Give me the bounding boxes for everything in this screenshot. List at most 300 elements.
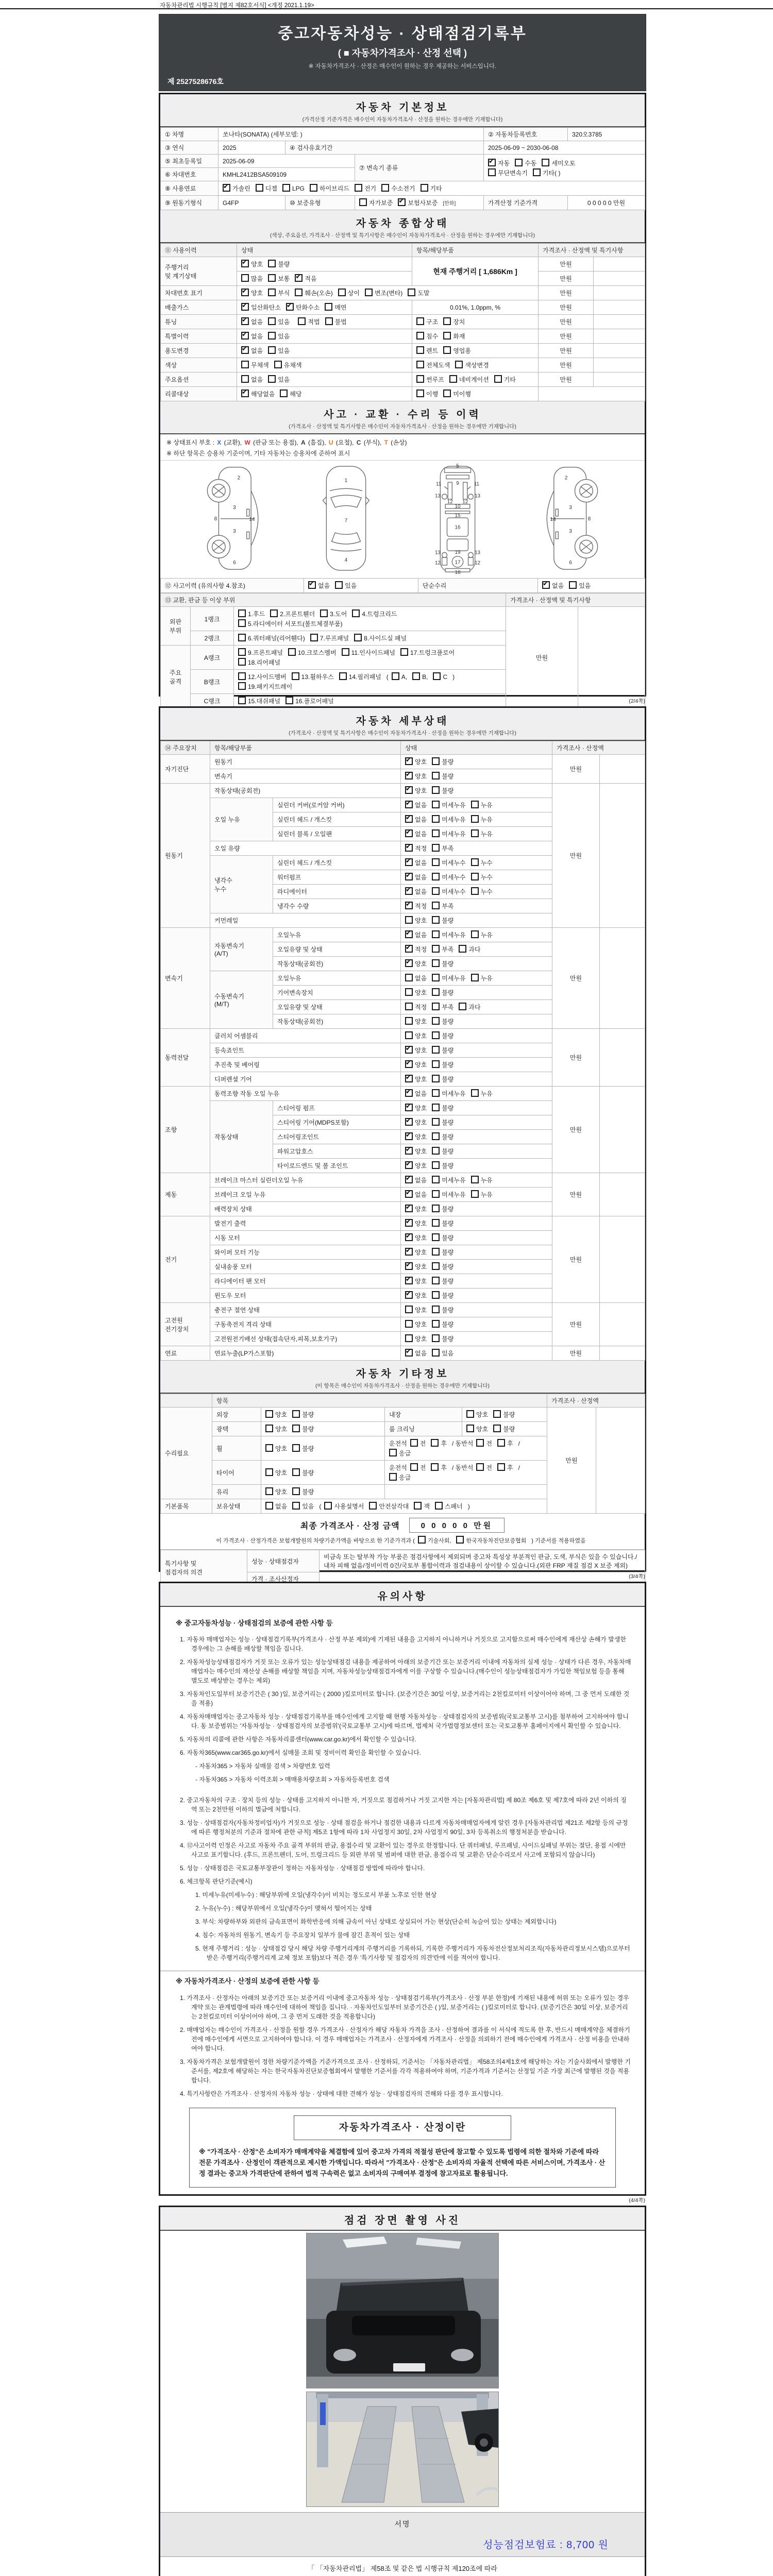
checkbox-option[interactable]: 불량 — [432, 1017, 453, 1026]
checkbox-option[interactable]: 양호 — [405, 1306, 427, 1314]
checkbox-option[interactable]: 전 — [476, 1463, 492, 1472]
checkbox-cell[interactable] — [401, 1317, 552, 1332]
checkbox-icon[interactable] — [432, 786, 440, 794]
checkbox-icon[interactable] — [433, 672, 441, 680]
checkbox-icon[interactable] — [432, 858, 440, 866]
checkbox-icon[interactable] — [339, 672, 347, 680]
checkbox-option[interactable]: 무채색 — [241, 361, 269, 369]
checkbox-option[interactable]: ✔ 없음 — [241, 346, 263, 355]
checkbox-icon[interactable] — [471, 1089, 479, 1097]
checkbox-icon[interactable] — [432, 1104, 440, 1111]
checkbox-option[interactable]: ✔ 없음 — [405, 1190, 427, 1199]
checkbox-option[interactable]: 3.도어 — [320, 609, 347, 618]
checkbox-icon[interactable] — [270, 609, 278, 617]
checkbox-option[interactable]: 10.크로스멤버 — [288, 648, 337, 657]
checkbox-option[interactable]: 전 — [476, 1439, 492, 1448]
checkbox-icon[interactable] — [459, 945, 466, 953]
checkbox-icon[interactable] — [432, 1089, 440, 1097]
checkbox-option[interactable]: 불량 — [432, 1132, 453, 1141]
checkbox-cell[interactable] — [304, 579, 418, 593]
checkbox-option[interactable]: ✔ 양호 — [405, 1262, 427, 1271]
checkbox-option[interactable]: 사용설명서 — [324, 1502, 364, 1511]
checkbox-icon[interactable] — [432, 1306, 440, 1313]
checkbox-icon[interactable] — [471, 858, 479, 866]
checkbox-cell[interactable] — [401, 942, 552, 957]
checkbox-option[interactable]: 전 — [410, 1463, 426, 1472]
checkbox-option[interactable]: 기술사회, — [418, 1536, 451, 1545]
checkbox-icon[interactable] — [493, 1410, 501, 1418]
checkbox-checked-icon[interactable] — [405, 1118, 413, 1126]
checkbox-option[interactable]: 기타( ) — [533, 168, 561, 177]
checkbox-option[interactable]: 있음 — [569, 581, 591, 590]
checkbox-icon[interactable] — [265, 1468, 273, 1476]
checkbox-option[interactable]: 불량 — [432, 1262, 453, 1271]
checkbox-cell[interactable] — [401, 899, 552, 913]
checkbox-icon[interactable] — [432, 945, 440, 953]
checkbox-cell[interactable] — [401, 1202, 552, 1216]
checkbox-cell[interactable] — [401, 913, 552, 928]
checkbox-icon[interactable] — [432, 916, 440, 924]
checkbox-cell[interactable] — [412, 387, 539, 401]
checkbox-cell[interactable] — [401, 1043, 552, 1058]
checkbox-icon[interactable] — [324, 1502, 332, 1510]
checkbox-option[interactable]: 과다 — [459, 945, 480, 954]
checkbox-cell[interactable] — [401, 885, 552, 899]
checkbox-checked-icon[interactable] — [308, 581, 316, 589]
checkbox-cell[interactable] — [412, 315, 539, 329]
checkbox-icon[interactable] — [432, 829, 440, 837]
checkbox-cell[interactable] — [401, 755, 552, 769]
checkbox-cell[interactable] — [401, 1173, 552, 1188]
checkbox-icon[interactable] — [431, 1463, 439, 1471]
checkbox-option[interactable]: 응급 — [389, 1473, 411, 1482]
checkbox-option[interactable]: ✔ 양호 — [405, 1147, 427, 1156]
checkbox-checked-icon[interactable] — [405, 1132, 413, 1140]
checkbox-option[interactable]: 누수 — [471, 858, 493, 867]
checkbox-icon[interactable] — [459, 1003, 466, 1010]
checkbox-cell[interactable] — [412, 358, 539, 372]
checkbox-icon[interactable] — [241, 274, 249, 282]
checkbox-checked-icon[interactable] — [241, 303, 249, 311]
checkbox-icon[interactable] — [494, 375, 502, 383]
checkbox-icon[interactable] — [405, 988, 413, 996]
checkbox-option[interactable]: 불량 — [493, 1410, 515, 1419]
checkbox-option[interactable]: 변조(변타) — [365, 289, 402, 297]
checkbox-icon[interactable] — [241, 361, 249, 368]
checkbox-option[interactable]: 불량 — [432, 786, 453, 795]
checkbox-option[interactable]: 적정 — [405, 1003, 427, 1011]
checkbox-option[interactable]: 6.쿼터패널(리어휀다) — [238, 634, 305, 642]
checkbox-option[interactable]: 구조 — [416, 317, 438, 326]
checkbox-icon[interactable] — [443, 389, 451, 397]
checkbox-cell[interactable] — [401, 1188, 552, 1202]
checkbox-option[interactable]: ✔ 없음 — [241, 332, 263, 341]
checkbox-option[interactable]: 불량 — [432, 1306, 453, 1314]
checkbox-option[interactable]: ✔ 양호 — [405, 959, 427, 968]
checkbox-option[interactable]: 하이브리드 — [310, 184, 349, 193]
checkbox-icon[interactable] — [421, 184, 428, 192]
checkbox-checked-icon[interactable] — [405, 858, 413, 866]
checkbox-option[interactable]: 후 — [431, 1463, 447, 1472]
checkbox-option[interactable]: 이행 — [416, 389, 438, 398]
checkbox-icon[interactable] — [335, 581, 343, 589]
checkbox-checked-icon[interactable] — [405, 1349, 413, 1357]
checkbox-option[interactable]: 불량 — [432, 1031, 453, 1040]
checkbox-icon[interactable] — [488, 168, 496, 176]
checkbox-option[interactable]: 많음 — [241, 274, 263, 283]
checkbox-option[interactable]: 색상변경 — [455, 361, 489, 369]
checkbox-cell[interactable] — [401, 1159, 552, 1173]
checkbox-option[interactable]: ✔ 양호 — [405, 1248, 427, 1257]
checkbox-option[interactable]: 디젤 — [256, 184, 277, 193]
checkbox-icon[interactable] — [432, 887, 440, 895]
checkbox-checked-icon[interactable] — [405, 887, 413, 895]
checkbox-icon[interactable] — [432, 1233, 440, 1241]
checkbox-icon[interactable] — [292, 1425, 300, 1432]
checkbox-option[interactable]: 없음 — [265, 1502, 287, 1511]
checkbox-cell[interactable] — [401, 928, 552, 942]
checkbox-icon[interactable] — [542, 159, 549, 166]
checkbox-icon[interactable] — [354, 634, 362, 641]
checkbox-checked-icon[interactable] — [405, 873, 413, 880]
checkbox-icon[interactable] — [471, 974, 479, 981]
checkbox-option[interactable]: ✔ 없음 — [405, 858, 427, 867]
checkbox-checked-icon[interactable] — [405, 757, 413, 765]
checkbox-icon[interactable] — [432, 757, 440, 765]
checkbox-option[interactable]: 불량 — [432, 988, 453, 997]
checkbox-checked-icon[interactable] — [488, 159, 496, 166]
checkbox-icon[interactable] — [292, 1487, 300, 1495]
checkbox-option[interactable]: ✔ 없음 — [405, 873, 427, 882]
checkbox-cell[interactable] — [355, 196, 484, 210]
checkbox-icon[interactable] — [432, 1334, 440, 1342]
checkbox-option[interactable]: 미세누수 — [432, 873, 465, 882]
checkbox-icon[interactable] — [432, 1118, 440, 1126]
checkbox-cell[interactable] — [401, 1130, 552, 1144]
checkbox-icon[interactable] — [432, 1017, 440, 1025]
checkbox-icon[interactable] — [432, 1262, 440, 1270]
checkbox-option[interactable]: 없음 — [241, 375, 263, 384]
checkbox-option[interactable]: 불량 — [268, 260, 290, 268]
checkbox-icon[interactable] — [497, 1439, 505, 1447]
checkbox-icon[interactable] — [268, 375, 276, 383]
checkbox-checked-icon[interactable] — [405, 1291, 413, 1299]
checkbox-icon[interactable] — [432, 1075, 440, 1082]
checkbox-icon[interactable] — [456, 1536, 464, 1544]
checkbox-icon[interactable] — [443, 346, 451, 354]
checkbox-icon[interactable] — [418, 1536, 426, 1544]
checkbox-option[interactable]: 불량 — [292, 1444, 314, 1453]
checkbox-option[interactable]: 과다 — [459, 1003, 480, 1011]
checkbox-icon[interactable] — [298, 317, 306, 325]
checkbox-option[interactable]: ✔ 적음 — [295, 274, 316, 283]
checkbox-icon[interactable] — [256, 184, 263, 192]
checkbox-option[interactable]: 있음 — [268, 375, 290, 384]
checkbox-cell[interactable] — [401, 1029, 552, 1043]
checkbox-option[interactable]: 부족 — [432, 945, 453, 954]
checkbox-option[interactable]: 해당 — [280, 389, 301, 398]
checkbox-icon[interactable] — [238, 619, 246, 627]
checkbox-icon[interactable] — [365, 289, 373, 296]
checkbox-cell[interactable] — [401, 769, 552, 784]
checkbox-cell[interactable] — [401, 1101, 552, 1115]
checkbox-icon[interactable] — [432, 930, 440, 938]
car-underbody-diagram[interactable] — [422, 464, 494, 574]
checkbox-option[interactable]: 불량 — [292, 1487, 314, 1496]
checkbox-checked-icon[interactable] — [405, 1277, 413, 1284]
checkbox-icon[interactable] — [325, 317, 333, 325]
checkbox-icon[interactable] — [416, 389, 424, 397]
checkbox-cell[interactable] — [401, 1303, 552, 1317]
checkbox-option[interactable]: 12.사이드멤버 — [238, 672, 287, 681]
checkbox-icon[interactable] — [359, 198, 367, 206]
checkbox-cell[interactable] — [401, 1144, 552, 1159]
checkbox-icon[interactable] — [268, 289, 276, 296]
checkbox-checked-icon[interactable] — [405, 844, 413, 852]
checkbox-option[interactable]: 썬루프 — [416, 375, 444, 384]
checkbox-cell[interactable] — [401, 1000, 552, 1014]
checkbox-cell[interactable] — [401, 1072, 552, 1087]
checkbox-option[interactable]: 불량 — [292, 1468, 314, 1477]
checkbox-option[interactable]: 2.프론트휀더 — [270, 609, 315, 618]
checkbox-icon[interactable] — [471, 1176, 479, 1183]
inspection-photo-1[interactable] — [306, 2233, 499, 2388]
checkbox-icon[interactable] — [432, 801, 440, 808]
checkbox-option[interactable]: 8.사이드실 패널 — [354, 634, 407, 642]
checkbox-cell[interactable] — [401, 986, 552, 1000]
checkbox-icon[interactable] — [238, 672, 246, 680]
checkbox-cell[interactable] — [401, 957, 552, 971]
checkbox-icon[interactable] — [432, 1147, 440, 1155]
inspection-photo-2[interactable] — [306, 2392, 499, 2507]
checkbox-option[interactable]: 양호 — [405, 1320, 427, 1329]
checkbox-option[interactable]: 부족 — [432, 844, 453, 853]
checkbox-cell[interactable] — [401, 1274, 552, 1289]
checkbox-icon[interactable] — [265, 1410, 273, 1418]
checkbox-option[interactable]: ✔ 양호 — [405, 1161, 427, 1170]
checkbox-cell[interactable] — [401, 1260, 552, 1274]
checkbox-icon[interactable] — [292, 1468, 300, 1476]
checkbox-icon[interactable] — [400, 648, 408, 656]
checkbox-option[interactable]: ✔ 없음 — [405, 829, 427, 838]
checkbox-option[interactable]: 양호 — [405, 1031, 427, 1040]
checkbox-icon[interactable] — [416, 332, 424, 340]
checkbox-option[interactable]: 도말 — [408, 289, 429, 297]
checkbox-option[interactable]: 불량 — [432, 772, 453, 781]
checkbox-cell[interactable] — [401, 1058, 552, 1072]
checkbox-cell[interactable] — [237, 315, 412, 329]
checkbox-icon[interactable] — [389, 1473, 397, 1481]
checkbox-checked-icon[interactable] — [241, 332, 249, 340]
checkbox-option[interactable]: A, — [392, 672, 407, 681]
checkbox-icon[interactable] — [443, 317, 451, 325]
checkbox-option[interactable]: 기타 — [421, 184, 442, 193]
checkbox-option[interactable]: 후 — [431, 1439, 447, 1448]
checkbox-checked-icon[interactable] — [223, 184, 230, 192]
checkbox-icon[interactable] — [515, 159, 523, 166]
checkbox-icon[interactable] — [432, 1205, 440, 1212]
checkbox-option[interactable]: 훼손(오손) — [295, 289, 332, 297]
checkbox-checked-icon[interactable] — [405, 1060, 413, 1068]
checkbox-option[interactable]: 불량 — [292, 1425, 314, 1433]
checkbox-cell[interactable] — [234, 607, 506, 631]
checkbox-option[interactable]: 보통 — [268, 274, 290, 283]
checkbox-icon[interactable] — [268, 260, 276, 267]
checkbox-option[interactable]: ✔ 적정 — [405, 902, 427, 910]
checkbox-cell[interactable] — [401, 870, 552, 885]
checkbox-option[interactable]: ✔ 없음 — [405, 930, 427, 939]
checkbox-option[interactable]: 미세누유 — [432, 829, 465, 838]
checkbox-option[interactable]: 누유 — [471, 930, 493, 939]
checkbox-icon[interactable] — [471, 829, 479, 837]
checkbox-cell[interactable] — [237, 300, 412, 315]
checkbox-option[interactable]: ✔ 적정 — [405, 945, 427, 954]
checkbox-cell[interactable] — [401, 1014, 552, 1029]
checkbox-icon[interactable] — [392, 672, 399, 680]
checkbox-option[interactable]: 침수 — [416, 332, 438, 341]
checkbox-option[interactable]: ✔ 양호 — [405, 772, 427, 781]
checkbox-option[interactable]: 누유 — [471, 1176, 493, 1184]
checkbox-cell[interactable] — [237, 329, 412, 344]
checkbox-option[interactable]: 불량 — [432, 1147, 453, 1156]
checkbox-option[interactable]: 누유 — [471, 815, 493, 824]
checkbox-option[interactable]: ✔ 보험사보증 — [398, 198, 438, 207]
checkbox-option[interactable]: ✔자동 — [488, 159, 510, 167]
checkbox-icon[interactable] — [280, 389, 288, 397]
checkbox-option[interactable]: 적법 — [298, 317, 320, 326]
car-side-left-diagram[interactable] — [201, 464, 271, 573]
checkbox-option[interactable]: ✔ 없음 — [405, 887, 427, 896]
checkbox-option[interactable]: 불량 — [432, 1219, 453, 1228]
checkbox-icon[interactable] — [414, 1502, 422, 1510]
checkbox-option[interactable]: 전 — [410, 1439, 426, 1448]
checkbox-cell[interactable] — [401, 798, 552, 812]
checkbox-checked-icon[interactable] — [241, 289, 249, 296]
checkbox-option[interactable]: 미세누유 — [432, 1190, 465, 1199]
checkbox-icon[interactable] — [432, 959, 440, 967]
checkbox-option[interactable]: ✔ 없음 — [405, 801, 427, 809]
checkbox-icon[interactable] — [389, 1449, 397, 1456]
checkbox-option[interactable]: 스패너 — [435, 1502, 463, 1511]
checkbox-icon[interactable] — [241, 375, 249, 383]
checkbox-checked-icon[interactable] — [405, 1147, 413, 1155]
checkbox-icon[interactable] — [416, 361, 424, 368]
checkbox-checked-icon[interactable] — [405, 815, 413, 823]
checkbox-option[interactable]: 응급 — [389, 1449, 411, 1458]
checkbox-icon[interactable] — [412, 672, 420, 680]
checkbox-checked-icon[interactable] — [241, 346, 249, 354]
checkbox-option[interactable]: 18.리어패널 — [238, 658, 280, 667]
checkbox-option[interactable]: 렌트 — [416, 346, 438, 355]
checkbox-option[interactable]: 불량 — [432, 1060, 453, 1069]
checkbox-option[interactable]: 13.휠하우스 — [292, 672, 334, 681]
checkbox-cell[interactable] — [538, 579, 645, 593]
checkbox-icon[interactable] — [432, 1161, 440, 1169]
checkbox-icon[interactable] — [432, 1320, 440, 1328]
checkbox-icon[interactable] — [238, 648, 246, 656]
checkbox-cell[interactable] — [401, 1346, 552, 1361]
checkbox-cell[interactable] — [462, 1422, 547, 1436]
checkbox-option[interactable]: ✔ 양호 — [405, 786, 427, 795]
checkbox-option[interactable]: ✔ 양호 — [405, 1291, 427, 1300]
checkbox-checked-icon[interactable] — [286, 303, 294, 311]
checkbox-option[interactable]: ✔ 없음 — [542, 581, 564, 590]
checkbox-icon[interactable] — [432, 974, 440, 981]
checkbox-checked-icon[interactable] — [405, 1219, 413, 1227]
checkbox-option[interactable]: ✔양호 — [241, 260, 263, 268]
checkbox-icon[interactable] — [410, 1439, 418, 1447]
checkbox-option[interactable]: 양호 — [265, 1410, 287, 1419]
checkbox-option[interactable]: ✔ 양호 — [405, 1060, 427, 1069]
checkbox-cell[interactable] — [385, 1436, 547, 1461]
checkbox-option[interactable]: ✔ 일산화탄소 — [241, 303, 281, 312]
checkbox-icon[interactable] — [238, 658, 246, 666]
checkbox-checked-icon[interactable] — [405, 1161, 413, 1169]
checkbox-icon[interactable] — [355, 184, 362, 192]
checkbox-cell[interactable] — [401, 841, 552, 856]
checkbox-option[interactable]: 미세누유 — [432, 1176, 465, 1184]
checkbox-icon[interactable] — [288, 648, 296, 656]
checkbox-icon[interactable] — [493, 1425, 501, 1432]
checkbox-checked-icon[interactable] — [405, 801, 413, 808]
checkbox-option[interactable]: 누유 — [471, 1089, 493, 1098]
checkbox-option[interactable]: 불량 — [432, 959, 453, 968]
checkbox-icon[interactable] — [432, 844, 440, 852]
checkbox-option[interactable]: 누유 — [471, 829, 493, 838]
checkbox-cell[interactable] — [261, 1436, 385, 1461]
checkbox-checked-icon[interactable] — [405, 902, 413, 909]
checkbox-option[interactable]: 기타 — [494, 375, 516, 384]
checkbox-icon[interactable] — [416, 375, 424, 383]
checkbox-icon[interactable] — [432, 988, 440, 996]
checkbox-option[interactable]: 부족 — [432, 902, 453, 910]
checkbox-option[interactable]: ✔ 적정 — [405, 844, 427, 853]
checkbox-cell[interactable] — [484, 155, 645, 181]
checkbox-option[interactable]: 불법 — [325, 317, 347, 326]
checkbox-icon[interactable] — [268, 317, 276, 325]
checkbox-icon[interactable] — [432, 1291, 440, 1299]
checkbox-icon[interactable] — [432, 1176, 440, 1183]
checkbox-cell[interactable] — [261, 1461, 385, 1485]
checkbox-option[interactable]: ✔ 양호 — [405, 1132, 427, 1141]
checkbox-cell[interactable] — [412, 329, 539, 344]
checkbox-icon[interactable] — [432, 1132, 440, 1140]
checkbox-checked-icon[interactable] — [405, 1046, 413, 1054]
checkbox-icon[interactable] — [471, 815, 479, 823]
checkbox-option[interactable]: 있음 — [268, 332, 290, 341]
checkbox-checked-icon[interactable] — [241, 260, 249, 267]
checkbox-option[interactable]: 불량 — [432, 1046, 453, 1055]
checkbox-cell[interactable] — [412, 372, 539, 387]
checkbox-icon[interactable] — [338, 289, 346, 296]
checkbox-icon[interactable] — [432, 1349, 440, 1357]
checkbox-icon[interactable] — [432, 902, 440, 909]
checkbox-option[interactable]: 없음 — [405, 974, 427, 982]
checkbox-icon[interactable] — [443, 332, 451, 340]
checkbox-option[interactable]: ✔ 없음 — [405, 1089, 427, 1098]
checkbox-icon[interactable] — [476, 1439, 484, 1447]
checkbox-checked-icon[interactable] — [405, 829, 413, 837]
checkbox-option[interactable]: 불량 — [432, 1248, 453, 1257]
checkbox-option[interactable]: 불량 — [432, 1104, 453, 1112]
checkbox-cell[interactable] — [234, 670, 506, 694]
checkbox-icon[interactable] — [352, 609, 360, 617]
checkbox-option[interactable]: 미세누수 — [432, 858, 465, 867]
checkbox-option[interactable]: 양호 — [265, 1468, 287, 1477]
checkbox-option[interactable]: 15.대쉬패널 — [238, 697, 280, 705]
checkbox-option[interactable]: 후 — [497, 1463, 513, 1472]
checkbox-option[interactable]: 불량 — [432, 1233, 453, 1242]
